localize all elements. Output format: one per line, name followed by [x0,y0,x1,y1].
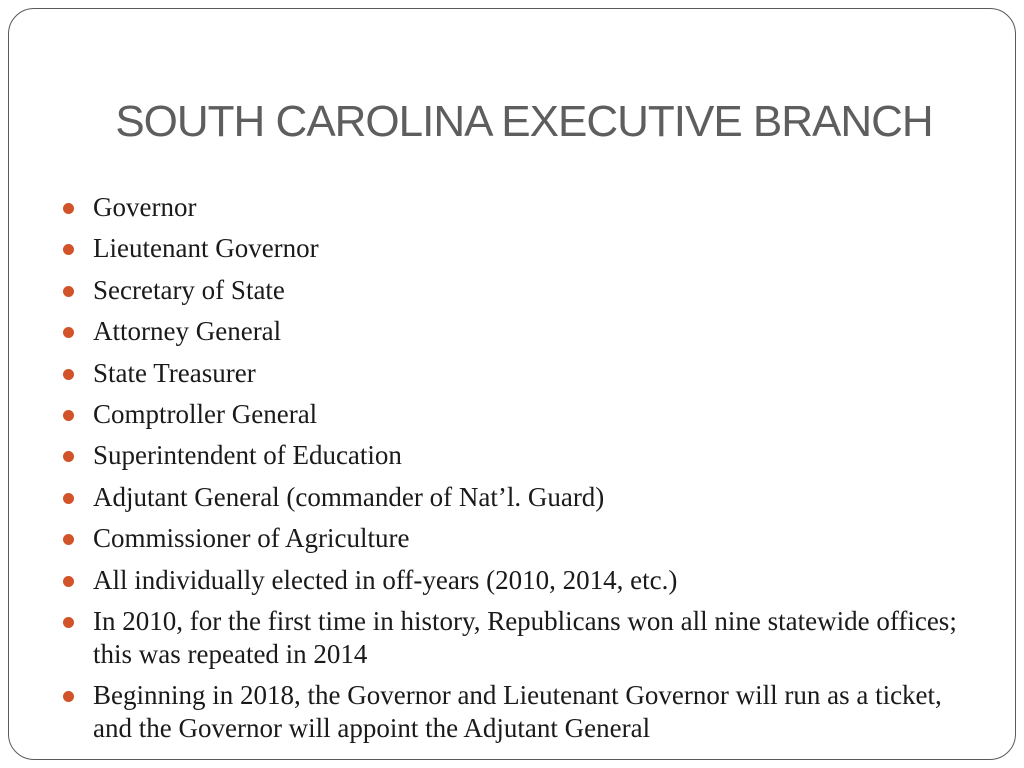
bullet-item [9,315,969,348]
bullet-list [9,191,969,754]
bullet-text: Secretary of State [93,274,285,305]
bullet-dot-icon [63,576,74,587]
bullet-item [9,357,969,390]
bullet-dot-icon [63,327,74,338]
bullet-text: Comptroller General [93,398,318,429]
bullet-item [9,679,969,745]
bullet-text: State Treasurer [93,357,256,388]
bullet-item [9,191,969,224]
bullet-text: Attorney General [93,316,282,347]
bullet-dot-icon [63,203,74,214]
bullet-dot-icon [63,369,74,380]
bullet-dot-icon [63,410,74,421]
bullet-text: Lieutenant Governor [93,233,319,264]
bullet-dot-icon [63,691,74,702]
bullet-text: All individually elected in off-years (2010, 2014, etc.) [93,564,678,595]
bullet-dot-icon [63,534,74,545]
bullet-text: Adjutant General (commander of Nat’l. Guard) [93,481,605,512]
bullet-dot-icon [63,493,74,504]
bullet-dot-icon [63,286,74,297]
bullet-item [9,274,969,307]
bullet-dot-icon [63,244,74,255]
bullet-text: Beginning in 2018, the Governor and Lieutenant Governor will run as a ticket, and the Governor will appoint the Adjutant General [93,680,942,744]
slide [8,8,1016,760]
bullet-item [9,522,969,555]
bullet-item [9,439,969,472]
bullet-item [9,232,969,265]
slide-title: SOUTH CAROLINA EXECUTIVE BRANCH [115,97,933,146]
bullet-text: Commissioner of Agriculture [93,523,410,554]
bullet-dot-icon [63,451,74,462]
bullet-text: Governor [93,192,197,222]
bullet-text: Superintendent of Education [93,440,402,471]
bullet-item [9,564,969,597]
bullet-item [9,481,969,514]
bullet-item [9,605,969,671]
bullet-item [9,398,969,431]
bullet-text: In 2010, for the first time in history, Republicans won all nine statewide offices; this was repeated in 2014 [93,605,957,669]
bullet-dot-icon [63,617,74,628]
